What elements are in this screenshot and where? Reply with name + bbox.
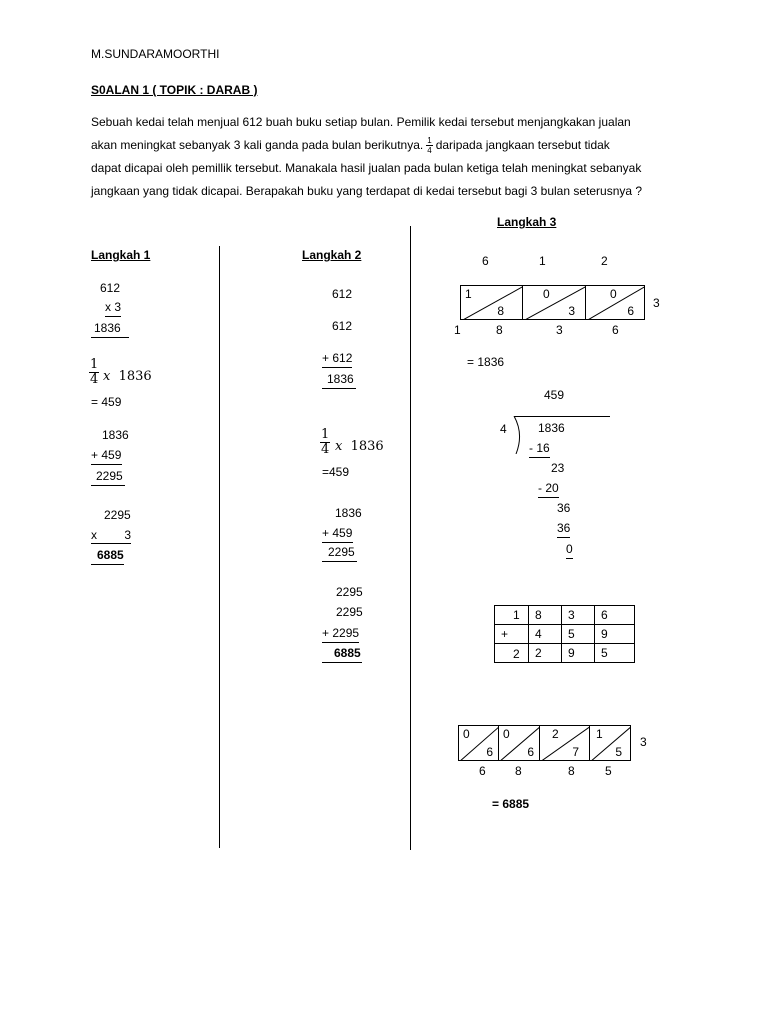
step2-a2: 612 [332,319,353,333]
lattice2-cell: 0 6 [458,725,499,761]
lattice2-multiplier: 3 [640,735,647,749]
lattice2-result: = 6885 [492,797,530,811]
step1-mult-result: 1836 [91,322,135,334]
lattice2-bottom-digit: 5 [605,764,612,778]
step2-b2: + 459 [322,527,353,539]
table-cell: 5 [595,644,635,663]
lattice1-cell: 1 8 [460,285,523,320]
table-first-digit: 1 [513,608,520,622]
step2-b-result: 2295 [322,546,357,558]
column-divider [410,226,411,850]
division-step: - 20 [538,482,559,494]
division-step: - 16 [529,442,550,454]
lattice2-bottom-digit: 8 [568,764,575,778]
column-divider [219,246,220,848]
division-dividend: 1836 [538,421,565,435]
division-step: 36 [557,501,571,515]
division-step: 36 [557,522,570,534]
table-first-digit: 2 [513,647,520,661]
lattice1-bottom-digit: 3 [556,323,563,337]
table-cell: + [495,625,529,644]
question-heading: S0ALAN 1 ( TOPIK : DARAB ) [91,83,258,97]
step2-c2: 2295 [336,605,363,619]
lattice1-cell: 0 6 [585,285,645,320]
table-cell: 8 [529,606,562,625]
step1-mult2-top: 2295 [104,508,131,522]
step1-add-op: + 459 [91,449,122,461]
step1-mult-top: 612 [100,281,121,295]
table-cell: 6 [595,606,635,625]
question-line: akan meningkat sebanyak 3 kali ganda pada bulan berikutnya. $\frac{1}{4}$ daripada jangkaan tersebut tidak [91,136,610,156]
table-cell: 2 [529,644,562,663]
step2-a1: 612 [332,287,353,301]
lattice1-top-digit: 1 [539,254,546,268]
division-quotient: 459 [544,388,565,402]
division-divisor: 4 [500,422,507,436]
question-text [91,111,691,203]
division-step: 0 [566,543,573,555]
question-line: jangkaan yang tidak dicapai. Berapakah buku yang terdapat di kedai tersebut bagi 3 bulan seterusnya ? [91,184,643,198]
lattice2-cell: 2 7 [539,725,590,761]
lattice1-bottom-digit: 8 [496,323,503,337]
lattice1-cell: 0 3 [522,285,586,320]
fraction-quarter: $\frac{1}{4}$ [427,136,432,156]
lattice1-top-digit: 2 [601,254,608,268]
table-cell: 9 [562,644,595,663]
question-line: Sebuah kedai telah menjual 612 buah buku setiap bulan. Pemilik kedai tersebut menjangkakan jualan [91,115,631,129]
step2-c1: 2295 [336,585,363,599]
lattice2-cell: 0 6 [498,725,540,761]
table-cell: 5 [562,625,595,644]
question-line: dapat dicapai oleh pemillik tersebut. Manakala hasil jualan pada bulan ketiga telah meningkat sebanyak [91,161,642,175]
table-row [495,625,635,644]
step1-fraction: 1 4 [90,357,99,387]
division-bar [514,416,610,417]
step2-a-result: 1836 [322,373,356,385]
step1-title: Langkah 1 [91,248,151,262]
table-cell [495,644,529,663]
step1-frac-expr: x 1836 [103,369,152,384]
step3-title: Langkah 3 [497,215,557,229]
step1-mult2-result: 6885 [91,549,124,561]
author-name: M.SUNDARAMOORTHI [91,47,220,61]
lattice2-bottom-digit: 8 [515,764,522,778]
step2-c-result: 6885 [322,647,362,659]
division-step: 23 [551,461,565,475]
step1-mult2-op: x 3 [91,528,131,542]
lattice1-bottom-digit: 6 [612,323,619,337]
step2-frac-expr: x 1836 [335,439,384,454]
lattice1-multiplier: 3 [653,296,660,310]
step1-frac-result: = 459 [91,395,122,409]
table-cell: 3 [562,606,595,625]
step1-add-top: 1836 [102,428,129,442]
step2-frac-result: =459 [322,465,350,479]
step2-a3: + 612 [322,352,352,364]
lattice2-cell: 1 5 [589,725,631,761]
lattice1-result: = 1836 [467,355,505,369]
step1-add-result: 2295 [91,470,125,482]
step2-b1: 1836 [335,506,362,520]
table-cell: 4 [529,625,562,644]
step1-mult-op: x 3 [91,301,135,313]
lattice1-top-digit: 6 [482,254,489,268]
lattice2-bottom-digit: 6 [479,764,486,778]
step2-c3: + 2295 [322,627,359,639]
lattice1-bottom-digit: 1 [454,323,461,337]
step2-title: Langkah 2 [302,248,362,262]
table-cell: 9 [595,625,635,644]
step2-fraction: 1 4 [321,427,330,457]
division-bracket [510,416,524,454]
table-cell [495,606,529,625]
